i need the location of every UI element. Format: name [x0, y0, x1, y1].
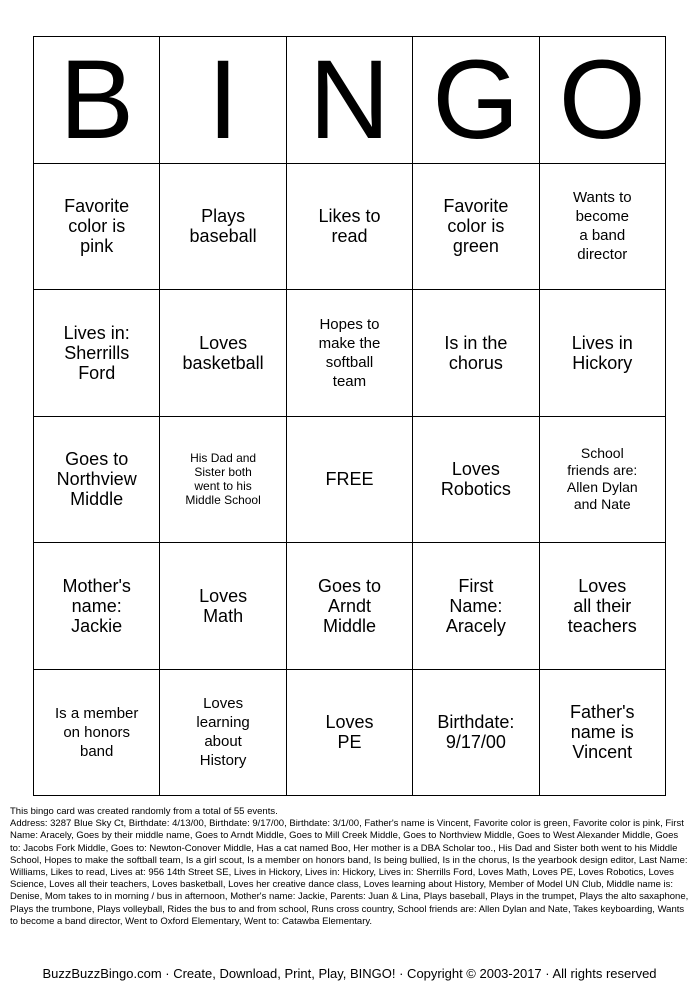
- cell-text: His Dad and Sister both went to his Middle School: [185, 451, 261, 508]
- header-cell: [286, 37, 412, 164]
- cell-text: Wants to become a band director: [572, 189, 632, 264]
- cell-text: Father's name is Vincent: [570, 702, 635, 763]
- cell-text: Favorite color is green: [443, 196, 509, 257]
- cell-text: Plays baseball: [189, 206, 257, 247]
- cell-text: Likes to read: [318, 206, 381, 247]
- header-cell: [413, 37, 539, 164]
- header-letter: O: [558, 36, 646, 162]
- header-cell: [160, 37, 286, 164]
- bingo-cell: [286, 669, 412, 796]
- events-description: This bingo card was created randomly from a total of 55 events. Address: 3287 Blue Sky Ct, Birthdate: 4/13/00, Birthdate: 9/17/00, Birthdate: 3/1/00, Father's name is Vincent, Favorite color is green, Favorite color is pink, First Name: Aracely, Goes by their middle name, Goes to Arndt Middle, Goes to Mill Creek Middle, Goes to Northview Middle, Goes to West Alexander Middle, Goes to: Jacobs Fork Middle, Goes to: Newton-Conover Middle, Has a cat named Boo, Her mother is a DBA Scholar too., His Dad and Sister both went to his Middle School, Hopes to make the softball team, Is a girl scout, Is a member on honors band, Is being bullied, Is in the chorus, Is the yearbook design editor, Last Name: Williams, Likes to read, Lives at: 956 14th Street SE, Lives in Hickory, Lives in: Hickory, Lives in: Sherrills Ford, Loves Math, Loves PE, Loves Robotics, Loves Science, Loves all their teachers, Loves basketball, Loves her creative dance class, Loves learning about History, Member of Model UN Club, Middle name is: Denise, Mom takes to in morning / bus in afternoon, Mother's name: Jackie, Parents: Juan & Lina, Plays baseball, Plays in the trumpet, Plays the alto saxaphone, Plays the trumbone, Plays volleyball, Rides the bus to and from school, Runs cross country, School friends are: Allen Dylan and Nate, Takes keyboarding, Wants to become a band director, Went to Oxford Elementary, Went to: Catawba Elementary.: [10, 806, 689, 927]
- cell-text: Loves Robotics: [440, 459, 511, 500]
- bingo-cell: [413, 163, 539, 290]
- bingo-cell: [286, 163, 412, 290]
- header-letter: B: [59, 36, 135, 162]
- cell-text: Loves basketball: [182, 332, 264, 373]
- cell-text: Birthdate: 9/17/00: [437, 712, 515, 753]
- cell-text: School friends are: Allen Dylan and Nate: [566, 445, 638, 513]
- header-letter: G: [432, 36, 520, 162]
- bingo-row: [34, 163, 666, 290]
- header-letter: I: [207, 36, 239, 162]
- bingo-cell: [539, 416, 665, 543]
- free-cell: [286, 416, 412, 543]
- free-text: FREE: [325, 469, 374, 490]
- bingo-cell: [160, 163, 286, 290]
- cell-text: Mother's name: Jackie: [62, 575, 131, 636]
- bingo-cell: [539, 543, 665, 670]
- bingo-cell: [539, 669, 665, 796]
- bingo-cell: [34, 163, 160, 290]
- cell-text: Loves all their teachers: [567, 575, 637, 636]
- cell-text: Goes to Arndt Middle: [317, 575, 381, 636]
- header-cell: [539, 37, 665, 164]
- bingo-cell: [539, 290, 665, 417]
- cell-text: Is in the chorus: [444, 332, 508, 373]
- bingo-cell: [539, 163, 665, 290]
- bingo-cell: [413, 290, 539, 417]
- cell-text: Favorite color is pink: [64, 196, 130, 257]
- header-cell: [34, 37, 160, 164]
- cell-text: Loves Math: [199, 585, 248, 626]
- cell-text: Loves learning about History: [196, 695, 250, 770]
- bingo-row: [34, 290, 666, 417]
- bingo-card: [33, 36, 666, 796]
- bingo-cell: [34, 669, 160, 796]
- bingo-cell: [160, 290, 286, 417]
- bingo-cell: [34, 543, 160, 670]
- cell-text: Lives in Hickory: [571, 332, 633, 373]
- cell-text: Is a member on honors band: [55, 704, 139, 760]
- bingo-row: [34, 669, 666, 796]
- bingo-cell: [160, 669, 286, 796]
- site-footer: BuzzBuzzBingo.com · Create, Download, Print, Play, BINGO! · Copyright © 2003-2017 · All rights reserved: [42, 966, 657, 981]
- bingo-row: [34, 416, 666, 543]
- bingo-cell: [286, 290, 412, 417]
- bingo-cell: [413, 416, 539, 543]
- bingo-cell: [413, 543, 539, 670]
- bingo-cell: [34, 290, 160, 417]
- header-letter: N: [309, 36, 390, 162]
- cell-text: Loves PE: [325, 712, 374, 753]
- bingo-cell: [160, 416, 286, 543]
- cell-text: First Name: Aracely: [445, 575, 506, 636]
- cell-text: Goes to Northview Middle: [56, 449, 137, 510]
- bingo-header-row: [34, 37, 666, 164]
- bingo-cell: [413, 669, 539, 796]
- cell-text: Hopes to make the softball team: [318, 315, 381, 390]
- cell-text: Lives in: Sherrills Ford: [63, 322, 130, 383]
- bingo-cell: [286, 543, 412, 670]
- bingo-cell: [34, 416, 160, 543]
- bingo-cell: [160, 543, 286, 670]
- bingo-row: [34, 543, 666, 670]
